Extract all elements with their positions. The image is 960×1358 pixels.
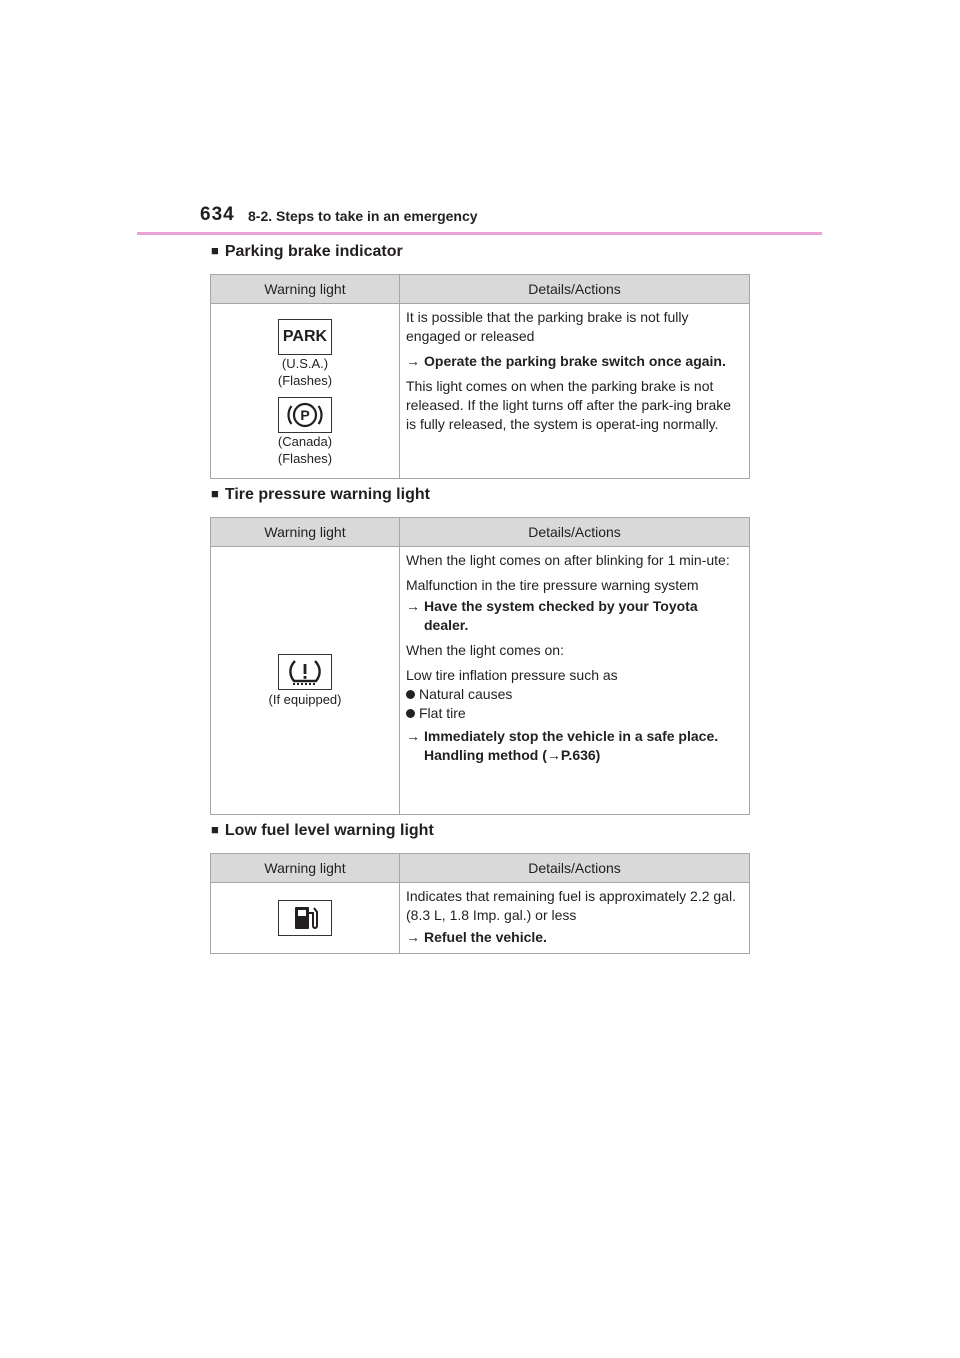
warning-light-cell [211, 304, 400, 479]
detail-text: When the light comes on: [406, 642, 564, 658]
caption-canada: (Canada) [277, 434, 333, 449]
square-bullet-icon: ■ [211, 486, 219, 501]
bullet-dot-icon [406, 709, 415, 718]
detail-text: Malfunction in the tire pressure warning system [406, 577, 699, 593]
fuel-pump-icon [278, 900, 332, 936]
page-number: 634 [200, 204, 235, 225]
square-bullet-icon: ■ [211, 822, 219, 837]
details-cell [400, 883, 750, 954]
arrow-icon: → [546, 747, 561, 763]
action-text: → Immediately stop the vehicle in a safe place. Handling method (→P.636) [406, 728, 719, 763]
bullet-dot-icon [406, 690, 415, 699]
action-text: → Have the system checked by your Toyota dealer. [406, 598, 698, 633]
tire-pressure-icon [278, 654, 332, 690]
col-header-details: Details/Actions [400, 854, 750, 883]
chapter-title: 8-2. Steps to take in an emergency [248, 208, 478, 224]
section-title-parking-brake: ■ Parking brake indicator [211, 243, 403, 260]
arrow-icon: → [406, 929, 420, 945]
arrow-icon: → [406, 353, 420, 369]
section-title-low-fuel: ■ Low fuel level warning light [211, 822, 434, 839]
action-text: → Refuel the vehicle. [406, 929, 547, 945]
col-header-details: Details/Actions [400, 275, 750, 304]
parking-brake-table [210, 274, 750, 479]
caption-flashes-2: (Flashes) [277, 451, 333, 466]
section-title-tire-pressure: ■ Tire pressure warning light [211, 486, 430, 503]
warning-light-cell [211, 547, 400, 815]
caption-usa: (U.S.A.) [281, 356, 329, 371]
details-cell [400, 304, 750, 479]
tire-pressure-table [210, 517, 750, 815]
details-cell [400, 547, 750, 815]
detail-text: This light comes on when the parking brake is not released. If the light turns off after the park-ing brake is fully released, the system is operat-ing normally. [406, 378, 732, 432]
bullet-item: Natural causes [406, 685, 743, 704]
col-header-warning-light: Warning light [211, 275, 400, 304]
svg-text:P: P [300, 407, 310, 423]
col-header-details: Details/Actions [400, 518, 750, 547]
page-header [200, 204, 822, 234]
warning-light-cell [211, 883, 400, 954]
park-icon: PARK [278, 319, 332, 355]
caption-if-equipped: (If equipped) [268, 691, 342, 707]
square-bullet-icon: ■ [211, 243, 219, 258]
detail-text: When the light comes on after blinking for 1 min-ute: [406, 552, 730, 568]
col-header-warning-light: Warning light [211, 854, 400, 883]
col-header-warning-light: Warning light [211, 518, 400, 547]
low-fuel-table [210, 853, 750, 954]
bullet-item: Flat tire [406, 704, 743, 723]
detail-text: It is possible that the parking brake is not fully engaged or released [406, 309, 689, 344]
header-rule [137, 232, 822, 235]
arrow-icon: → [406, 728, 420, 744]
action-text: → Operate the parking brake switch once again. [406, 353, 726, 369]
caption-flashes: (Flashes) [277, 373, 333, 388]
detail-text: Low tire inflation pressure such as [406, 667, 618, 683]
detail-text: Indicates that remaining fuel is approximately 2.2 gal. (8.3 L, 1.8 Imp. gal.) or less [406, 888, 736, 923]
arrow-icon: → [406, 598, 420, 614]
parking-p-icon [278, 397, 332, 433]
